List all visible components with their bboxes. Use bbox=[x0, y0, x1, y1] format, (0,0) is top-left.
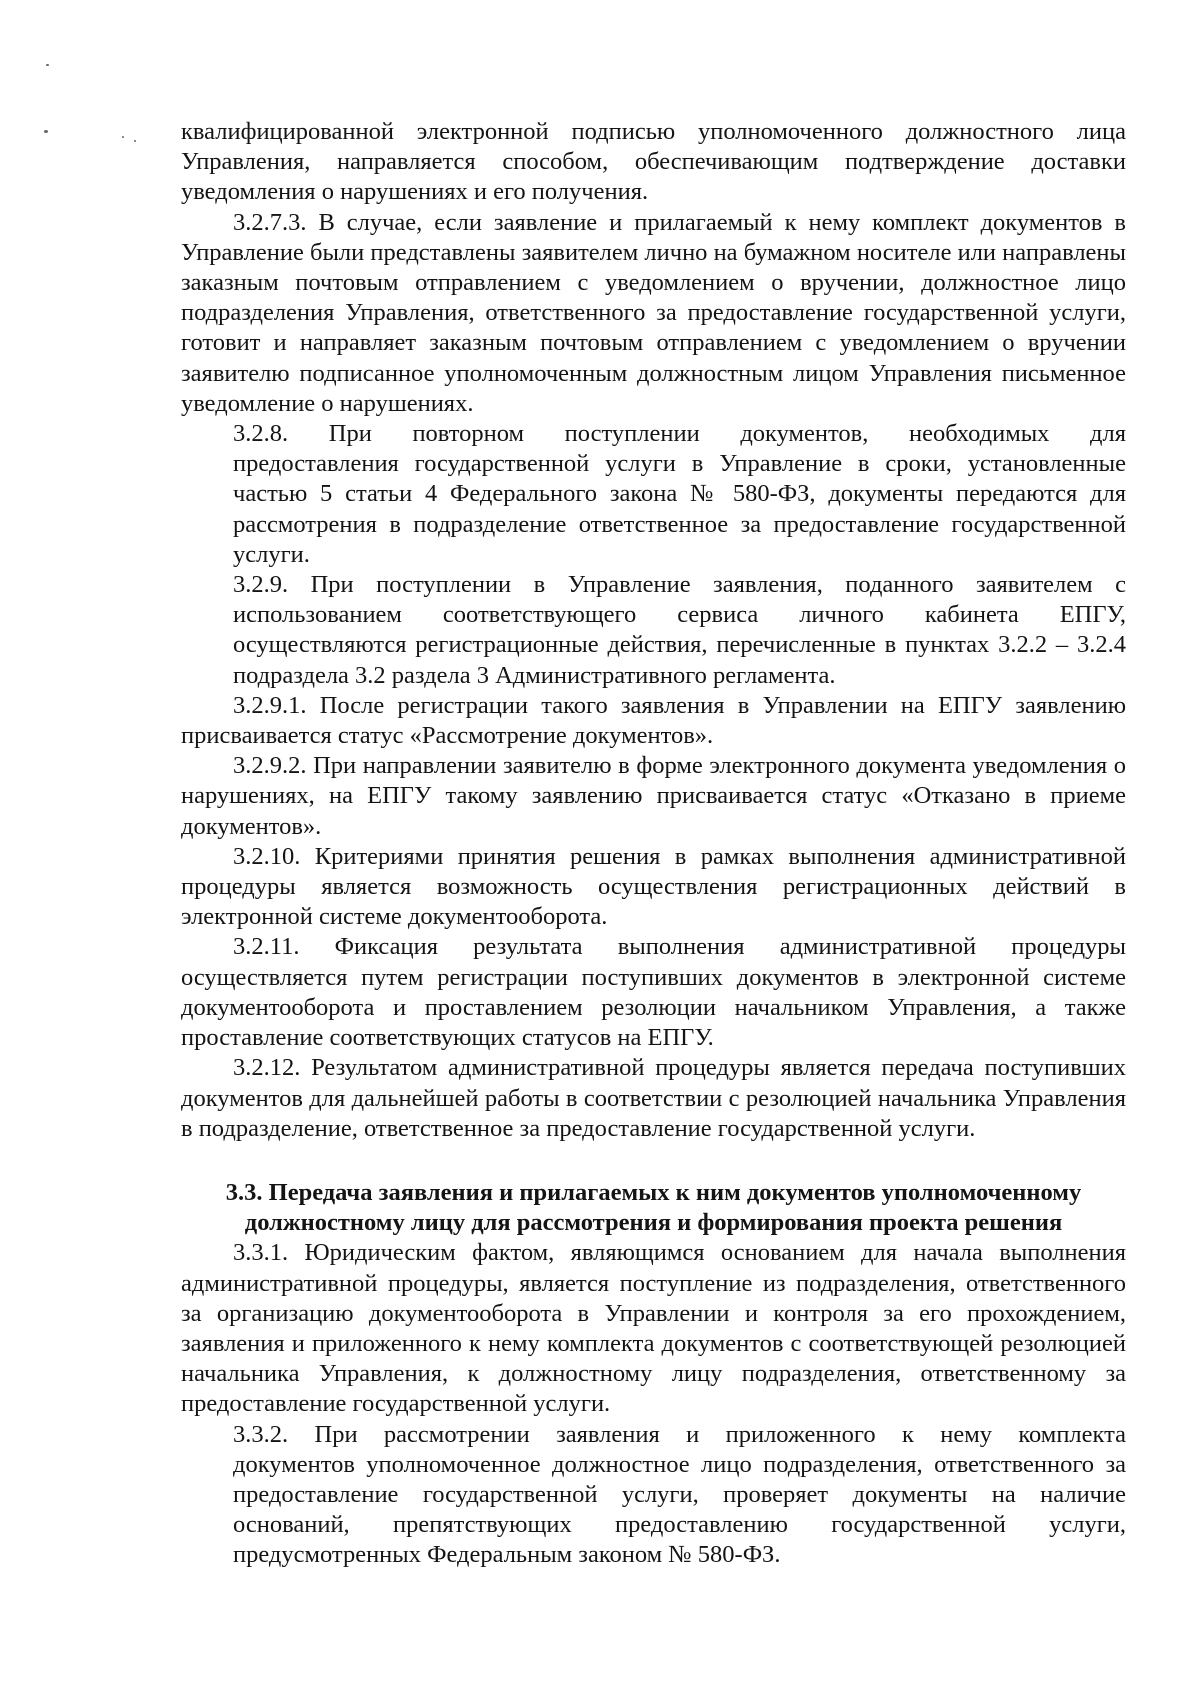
paragraph-3-2-12: 3.2.12. Результатом административной процедуры является передача поступивших документов для дальнейшей работы в соответствии с резолюцией начальника Управления в подразделение, ответственное за предоставление государственной услуги. bbox=[181, 1054, 1126, 1142]
scan-speck bbox=[46, 64, 49, 66]
paragraph-3-2-8 bbox=[181, 419, 1126, 570]
paragraph-3-3-2 bbox=[181, 1420, 1126, 1571]
text-line: предоставления государственной услуги в Управление в сроки, установленные bbox=[233, 450, 1126, 478]
heading-line: 3.3. Передача заявления и прилагаемых к ним документов уполномоченному bbox=[225, 1178, 1082, 1206]
document-body bbox=[181, 117, 1126, 1571]
text-line: 3.2.9. При поступлении в Управление заявления, поданного заявителем с bbox=[233, 571, 1126, 599]
text-line: предусмотренных Федеральным законом № 580-ФЗ. bbox=[233, 1541, 781, 1569]
scan-speck bbox=[134, 140, 136, 142]
section-heading-3-3 bbox=[181, 1178, 1126, 1238]
text-line: осуществляются регистрационные действия, перечисленные в пунктах 3.2.2 – 3.2.4 bbox=[233, 631, 1126, 659]
text-line: рассмотрения в подразделение ответственное за предоставление государственной bbox=[233, 510, 1126, 538]
text-line: частью 5 статьи 4 Федерального закона № 580-ФЗ, документы передаются для bbox=[233, 480, 1126, 508]
text-line: услуги. bbox=[233, 540, 310, 568]
scan-speck bbox=[122, 136, 124, 138]
text-line: квалифицированной электронной подписью уполномоченного должностного лица bbox=[181, 118, 1126, 145]
text-line: 3.2.8. При повторном поступлении документов, необходимых для bbox=[233, 420, 1126, 448]
text-line: предоставление государственной услуги, проверяет документы на наличие bbox=[233, 1480, 1126, 1508]
paragraph-3-2-11: 3.2.11. Фиксация результата выполнения административной процедуры осуществляется путем регистрации поступивших документов в электронной системе документооборота и проставлением резолюции начальником Управления, а также проставление соответствующих статусов на ЕПГУ. bbox=[181, 933, 1126, 1052]
paragraph-intro bbox=[181, 117, 1126, 208]
text-line: уведомления о нарушениях и его получения. bbox=[181, 178, 649, 206]
text-line: 3.3.2. При рассмотрении заявления и приложенного к нему комплекта bbox=[233, 1420, 1126, 1448]
paragraph-3-2-9-2: 3.2.9.2. При направлении заявителю в форме электронного документа уведомления о нарушениях, на ЕПГУ такому заявлению присваивается статус «Отказано в приеме документов». bbox=[181, 752, 1126, 840]
paragraph-3-2-9 bbox=[181, 570, 1126, 691]
text-line: подраздела 3.2 раздела 3 Административного регламента. bbox=[233, 661, 836, 689]
heading-line: должностному лицу для рассмотрения и формирования проекта решения bbox=[244, 1209, 1063, 1237]
paragraph-3-2-9-1: 3.2.9.1. После регистрации такого заявления в Управлении на ЕПГУ заявлению присваивается статус «Рассмотрение документов». bbox=[181, 691, 1126, 750]
paragraph-3-2-10: 3.2.10. Критериями принятия решения в рамках выполнения административной процедуры является возможность осуществления регистрационных действий в электронной системе документооборота. bbox=[181, 842, 1126, 931]
text-line: использованием соответствующего сервиса личного кабинета ЕПГУ, bbox=[233, 601, 1126, 629]
text-line: Управления, направляется способом, обеспечивающим подтверждение доставки bbox=[181, 148, 1126, 176]
text-line: документов уполномоченное должностное лицо подразделения, ответственного за bbox=[233, 1450, 1126, 1478]
text-line: оснований, препятствующих предоставлению государственной услуги, bbox=[233, 1511, 1126, 1539]
scan-speck bbox=[44, 130, 48, 133]
paragraph-3-3-1: 3.3.1. Юридическим фактом, являющимся основанием для начала выполнения административной процедуры, является поступление из подразделения, ответственного за организацию документооборота в Управлении и контроля за его прохождением, заявления и приложенного к нему комплекта документов с соответствующей резолюцией начальника Управления, к должностному лицу подразделения, ответственному за предоставление государственной услуги. bbox=[181, 1239, 1126, 1418]
paragraph-3-2-7-3: 3.2.7.3. В случае, если заявление и прилагаемый к нему комплект документов в Управление были представлены заявителем лично на бумажном носителе или направлены заказным почтовым отправлением с уведомлением о вручении, должностное лицо подразделения Управления, ответственного за предоставление государственной услуги, готовит и направляет заказным почтовым отправлением с уведомлением о вручении заявителю подписанное уполномоченным должностным лицом Управления письменное уведомление о нарушениях. bbox=[181, 208, 1126, 417]
